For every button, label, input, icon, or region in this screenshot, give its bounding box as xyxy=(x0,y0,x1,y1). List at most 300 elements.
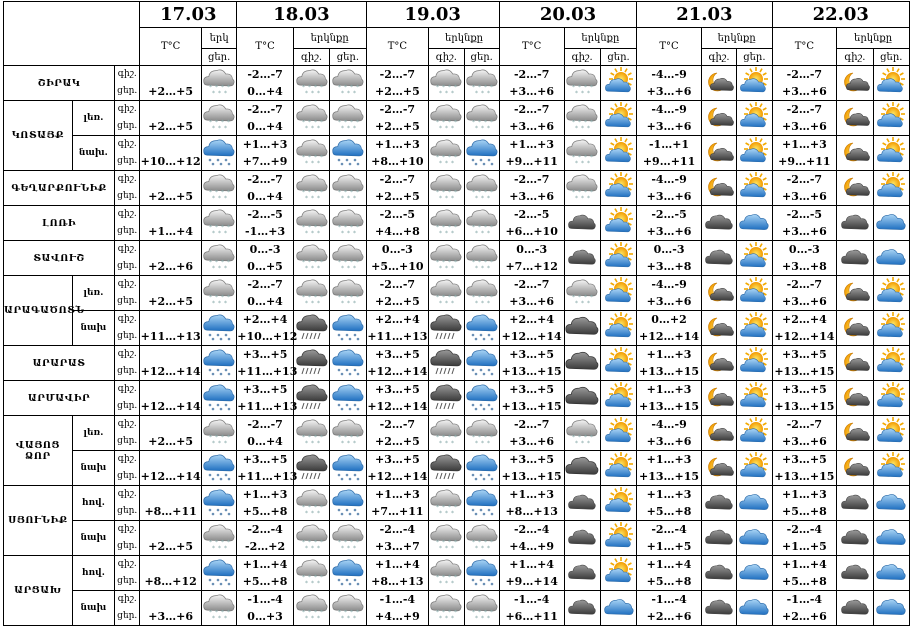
temp-range: -2…-5 +3…+6 xyxy=(772,206,837,241)
sky-day-cell xyxy=(873,206,909,241)
temp-range: +12…+14 xyxy=(140,346,202,381)
sky-night-cell xyxy=(429,521,464,556)
region-name: ԱՐՄԱՎԻՐ xyxy=(4,381,115,416)
temp-range: +3…+5 +13…+15 xyxy=(772,381,837,416)
night-day-label: գիշ. ցեր. xyxy=(115,521,140,556)
svg-text:*: * xyxy=(352,440,356,447)
svg-text:*: * xyxy=(340,230,344,237)
svg-text:*: * xyxy=(355,609,359,616)
svg-text:*: * xyxy=(581,90,585,97)
svg-text:*: * xyxy=(218,90,222,97)
moon-cloud-icon xyxy=(837,420,872,446)
night-day-label: գիշ. ցեր. xyxy=(115,486,140,521)
sky-night-cell xyxy=(564,486,600,521)
svg-text:*: * xyxy=(337,189,341,196)
sky-night-cell xyxy=(837,206,873,241)
moon-cloud-icon xyxy=(702,455,736,481)
svg-text:*: * xyxy=(578,294,582,301)
svg-text:*: * xyxy=(471,224,475,231)
svg-text:*: * xyxy=(477,119,481,126)
svg-text:*: * xyxy=(319,574,323,581)
sun-cloud-icon xyxy=(601,525,636,551)
sky-night-cell xyxy=(293,206,329,241)
cloud-snow-icon xyxy=(202,525,236,551)
svg-text:*: * xyxy=(301,259,305,266)
svg-text:*: * xyxy=(355,119,359,126)
svg-text:*: * xyxy=(316,300,320,307)
cloud-snow-icon xyxy=(294,105,329,131)
sun-cloud-icon xyxy=(874,315,909,341)
cloud-snow-icon xyxy=(202,280,236,306)
svg-text:*: * xyxy=(471,84,475,91)
temp-range: +3…+5 +12…+14 xyxy=(366,346,429,381)
svg-text:*: * xyxy=(486,195,490,202)
svg-text:*: * xyxy=(445,90,449,97)
svg-text:*: * xyxy=(483,224,487,231)
sky-day-cell xyxy=(464,101,499,136)
temp-range: -2…-4 -2…+2 xyxy=(237,521,294,556)
sky-night-cell xyxy=(293,416,329,451)
sky-night-cell xyxy=(701,416,736,451)
svg-text:*: * xyxy=(575,90,579,97)
svg-text:*: * xyxy=(310,300,314,307)
sky-night-cell xyxy=(429,206,464,241)
svg-text:*: * xyxy=(340,615,344,622)
sky-night-cell xyxy=(293,346,329,381)
svg-text:*: * xyxy=(310,195,314,202)
svg-text:*: * xyxy=(439,90,443,97)
svg-text:*: * xyxy=(313,574,317,581)
sky-night-cell xyxy=(293,556,329,591)
sky-day-cell xyxy=(873,556,909,591)
svg-text:*: * xyxy=(474,545,478,552)
svg-text:*: * xyxy=(489,224,493,231)
cloud-rain-icon xyxy=(330,560,365,586)
sky-day-cell xyxy=(464,381,499,416)
blue-cloud-icon xyxy=(874,560,909,586)
svg-text:*: * xyxy=(340,90,344,97)
sky-night-cell xyxy=(701,521,736,556)
cloud-snow-icon xyxy=(465,525,499,551)
temp-range: +12…+14 xyxy=(140,451,202,486)
svg-text:*: * xyxy=(304,300,308,307)
cloud-snow-icon xyxy=(429,560,463,586)
sky-night-cell xyxy=(429,486,464,521)
moon-cloud-icon xyxy=(702,175,736,201)
svg-text:*: * xyxy=(581,440,585,447)
cloud-rain-icon xyxy=(330,385,365,411)
sky-day-cell xyxy=(737,591,772,626)
svg-text:*: * xyxy=(313,504,317,511)
sky-night-cell xyxy=(293,381,329,416)
svg-text:*: * xyxy=(227,259,231,266)
svg-text:*: * xyxy=(480,300,484,307)
svg-text:*: * xyxy=(209,294,213,301)
svg-text:*: * xyxy=(451,545,455,552)
moon-cloud-icon xyxy=(702,420,736,446)
sky-night-cell xyxy=(293,486,329,521)
svg-text:*: * xyxy=(218,545,222,552)
table-row xyxy=(4,486,910,521)
subregion-name: լեռ. xyxy=(72,101,114,136)
sky-cell xyxy=(201,381,236,416)
svg-text:*: * xyxy=(301,609,305,616)
svg-text:*: * xyxy=(227,84,231,91)
sky-night-cell xyxy=(429,241,464,276)
table-row xyxy=(4,276,910,311)
svg-text:*: * xyxy=(337,119,341,126)
sky-night-cell xyxy=(701,206,736,241)
cloud-snow-icon xyxy=(202,175,236,201)
cloud-icon xyxy=(565,525,600,551)
sky-night-cell xyxy=(293,311,329,346)
sky-day-cell xyxy=(873,451,909,486)
sky-day-cell xyxy=(330,381,366,416)
svg-text:*: * xyxy=(215,224,219,231)
sky-night-cell xyxy=(837,381,873,416)
svg-text:*: * xyxy=(337,224,341,231)
svg-text:*: * xyxy=(304,125,308,132)
svg-text:*: * xyxy=(313,189,317,196)
svg-text:*: * xyxy=(301,84,305,91)
svg-text:*: * xyxy=(590,154,594,161)
sky-night-cell xyxy=(701,486,736,521)
sky-day-cell xyxy=(737,206,772,241)
svg-text:*: * xyxy=(451,90,455,97)
sky-night-cell xyxy=(564,311,600,346)
svg-text:*: * xyxy=(477,189,481,196)
svg-text:*: * xyxy=(439,510,443,517)
svg-text:*: * xyxy=(436,224,440,231)
night-day-label: գիշ. ցեր. xyxy=(115,206,140,241)
svg-text:*: * xyxy=(445,125,449,132)
dark-rain-icon xyxy=(429,455,463,481)
sky-day-cell xyxy=(873,381,909,416)
temp-range: -4…-9 +3…+6 xyxy=(637,101,702,136)
svg-text:*: * xyxy=(581,160,585,167)
sun-cloud-icon xyxy=(874,420,909,446)
table-row xyxy=(4,591,910,626)
sky-day-cell xyxy=(600,521,636,556)
sky-day-cell xyxy=(873,171,909,206)
sky-cell xyxy=(201,66,236,101)
sky-night-cell xyxy=(293,276,329,311)
svg-text:*: * xyxy=(343,189,347,196)
svg-text:*: * xyxy=(215,294,219,301)
svg-text:*: * xyxy=(486,440,490,447)
svg-text:*: * xyxy=(436,84,440,91)
sky-night-cell xyxy=(564,241,600,276)
temp-range: +1…+4 +5…+8 xyxy=(637,556,702,591)
blue-cloud-icon xyxy=(737,560,771,586)
cloud-snow-icon xyxy=(565,280,600,306)
temp-range: +3…+5 +13…+15 xyxy=(772,451,837,486)
svg-text:*: * xyxy=(584,154,588,161)
svg-text:*: * xyxy=(448,539,452,546)
night-day-label: գիշ. ցեր. xyxy=(115,276,140,311)
svg-text:*: * xyxy=(349,539,353,546)
svg-text:*: * xyxy=(212,440,216,447)
sky-night-cell xyxy=(837,521,873,556)
svg-text:*: * xyxy=(310,230,314,237)
svg-text:*: * xyxy=(445,195,449,202)
sky-night-cell xyxy=(429,591,464,626)
svg-text:*: * xyxy=(307,504,311,511)
temp-range: -2…-4 +1…+5 xyxy=(637,521,702,556)
sky-night-cell xyxy=(429,346,464,381)
dark-cloud-icon xyxy=(565,455,600,481)
temp-range: +8…+11 xyxy=(140,486,202,521)
svg-text:*: * xyxy=(448,434,452,441)
temp-range: +3…+5 +12…+14 xyxy=(366,451,429,486)
svg-text:*: * xyxy=(346,90,350,97)
region-name: ԼՈՌԻ xyxy=(4,206,115,241)
temp-range: +2…+4 +10…+12 xyxy=(237,311,294,346)
svg-text:*: * xyxy=(454,294,458,301)
cloud-icon xyxy=(565,560,600,586)
svg-text:*: * xyxy=(451,300,455,307)
sky-cell xyxy=(201,346,236,381)
temp-range: +1…+3 +9…+11 xyxy=(499,136,564,171)
night-subheader: գիշ. xyxy=(293,49,329,66)
sky-day-cell xyxy=(330,136,366,171)
sky-day-cell xyxy=(464,521,499,556)
sky-night-cell xyxy=(429,311,464,346)
date-header: 22.03 xyxy=(772,2,909,28)
svg-text:*: * xyxy=(313,609,317,616)
table-row xyxy=(4,206,910,241)
svg-text:*: * xyxy=(218,300,222,307)
sky-day-cell xyxy=(330,241,366,276)
svg-text:*: * xyxy=(209,224,213,231)
cloud-snow-icon xyxy=(294,245,329,271)
sky-day-cell xyxy=(330,416,366,451)
temp-range: +2…+4 +11…+13 xyxy=(366,311,429,346)
temp-range: -2…-7 +3…+6 xyxy=(499,101,564,136)
day-subheader: ցեր. xyxy=(330,49,366,66)
cloud-rain-icon xyxy=(465,490,499,516)
svg-text:*: * xyxy=(221,259,225,266)
blue-cloud-icon xyxy=(874,245,909,271)
temp-range: +1…+4 xyxy=(140,206,202,241)
svg-text:*: * xyxy=(442,434,446,441)
corner-cell xyxy=(4,2,140,66)
sun-cloud-icon xyxy=(874,350,909,376)
svg-text:*: * xyxy=(316,265,320,272)
temp-range: +3…+5 +11…+13 xyxy=(237,381,294,416)
subregion-name: լեռ. xyxy=(72,276,114,311)
table-row xyxy=(4,171,910,206)
svg-text:*: * xyxy=(471,609,475,616)
date-header: 18.03 xyxy=(237,2,366,28)
svg-text:*: * xyxy=(474,265,478,272)
temp-range: -2…-7 0…+4 xyxy=(237,276,294,311)
svg-text:*: * xyxy=(319,84,323,91)
svg-text:*: * xyxy=(316,230,320,237)
svg-text:*: * xyxy=(316,545,320,552)
svg-text:*: * xyxy=(454,84,458,91)
sky-day-cell xyxy=(464,556,499,591)
temp-range: -2…-7 +3…+6 xyxy=(772,276,837,311)
sky-day-cell xyxy=(737,416,772,451)
sky-day-cell xyxy=(873,101,909,136)
svg-text:*: * xyxy=(474,195,478,202)
sky-night-cell xyxy=(293,591,329,626)
night-subheader: գիշ. xyxy=(564,49,600,66)
sky-day-cell xyxy=(873,311,909,346)
dark-rain-icon xyxy=(429,385,463,411)
sun-cloud-icon xyxy=(601,175,636,201)
cloud-icon xyxy=(565,210,600,236)
cloud-snow-icon xyxy=(330,70,365,96)
svg-text:*: * xyxy=(486,265,490,272)
night-day-label: գիշ. ցեր. xyxy=(115,416,140,451)
moon-cloud-icon xyxy=(837,350,872,376)
sky-night-cell xyxy=(837,101,873,136)
svg-text:*: * xyxy=(442,259,446,266)
cloud-snow-icon xyxy=(330,525,365,551)
dark-cloud-icon xyxy=(565,385,600,411)
blue-cloud-icon xyxy=(874,210,909,236)
sky-day-cell xyxy=(464,311,499,346)
svg-text:*: * xyxy=(227,609,231,616)
svg-text:*: * xyxy=(340,195,344,202)
temp-range: -2…-7 +3…+6 xyxy=(499,66,564,101)
svg-text:*: * xyxy=(489,434,493,441)
subregion-name: նախ xyxy=(72,521,114,556)
svg-text:*: * xyxy=(442,189,446,196)
svg-text:*: * xyxy=(352,265,356,272)
moon-cloud-icon xyxy=(702,105,736,131)
night-day-label: գիշ. ցեր. xyxy=(115,381,140,416)
svg-text:*: * xyxy=(218,265,222,272)
cloud-snow-icon xyxy=(465,280,499,306)
temp-range: -2…-4 +1…+5 xyxy=(772,521,837,556)
subregion-name: հով. xyxy=(72,486,114,521)
moon-cloud-icon xyxy=(702,140,736,166)
svg-text:*: * xyxy=(572,119,576,126)
svg-text:*: * xyxy=(224,545,228,552)
temp-range: +3…+5 +13…+15 xyxy=(499,346,564,381)
svg-text:*: * xyxy=(319,609,323,616)
temp-range: -2…-5 +3…+6 xyxy=(637,206,702,241)
cloud-rain-icon xyxy=(330,140,365,166)
sky-day-cell xyxy=(737,346,772,381)
sky-day-cell xyxy=(600,346,636,381)
svg-text:*: * xyxy=(346,195,350,202)
sky-day-cell xyxy=(873,416,909,451)
svg-text:*: * xyxy=(337,84,341,91)
svg-text:*: * xyxy=(578,119,582,126)
temp-range: -2…-7 +3…+6 xyxy=(772,171,837,206)
region-name: ԳԵՂԱՐՔՈՒՆԻՔ xyxy=(4,171,115,206)
cloud-snow-icon xyxy=(330,210,365,236)
svg-text:*: * xyxy=(319,259,323,266)
svg-text:*: * xyxy=(442,119,446,126)
svg-text:*: * xyxy=(307,189,311,196)
svg-text:*: * xyxy=(343,434,347,441)
sky-day-cell xyxy=(464,416,499,451)
dark-rain-icon xyxy=(429,315,463,341)
temp-range: -2…-7 0…+4 xyxy=(237,171,294,206)
svg-text:*: * xyxy=(442,574,446,581)
svg-text:*: * xyxy=(578,84,582,91)
sun-cloud-icon xyxy=(874,280,909,306)
dark-rain-icon xyxy=(294,455,329,481)
svg-text:*: * xyxy=(454,189,458,196)
night-day-label: գիշ. ցեր. xyxy=(115,136,140,171)
svg-text:*: * xyxy=(304,195,308,202)
cloud-rain-icon xyxy=(202,490,236,516)
sky-cell xyxy=(201,556,236,591)
svg-text:*: * xyxy=(451,195,455,202)
cloud-rain-icon xyxy=(465,385,499,411)
temp-range: +3…+6 xyxy=(140,591,202,626)
svg-text:*: * xyxy=(227,224,231,231)
temp-range: -2…-7 0…+4 xyxy=(237,416,294,451)
cloud-rain-icon xyxy=(330,350,365,376)
svg-text:*: * xyxy=(209,539,213,546)
svg-text:*: * xyxy=(477,609,481,616)
cloud-icon xyxy=(702,210,736,236)
moon-cloud-icon xyxy=(837,455,872,481)
cloud-icon xyxy=(837,560,872,586)
subregion-name: նախ. xyxy=(72,136,114,171)
blue-cloud-icon xyxy=(737,595,771,621)
svg-text:*: * xyxy=(304,90,308,97)
sky-night-cell xyxy=(293,136,329,171)
sky-cell xyxy=(201,311,236,346)
svg-text:*: * xyxy=(221,294,225,301)
temp-range: -2…-7 +2…+5 xyxy=(366,276,429,311)
svg-text:*: * xyxy=(581,300,585,307)
sky-night-cell xyxy=(429,556,464,591)
sun-cloud-icon xyxy=(601,490,636,516)
svg-text:*: * xyxy=(221,224,225,231)
svg-text:*: * xyxy=(337,539,341,546)
svg-text:*: * xyxy=(587,300,591,307)
sky-day-cell xyxy=(464,241,499,276)
sun-cloud-icon xyxy=(601,140,636,166)
night-day-label: գիշ. ցեր. xyxy=(115,346,140,381)
svg-text:*: * xyxy=(436,119,440,126)
svg-text:*: * xyxy=(448,259,452,266)
svg-text:*: * xyxy=(301,539,305,546)
sky-day-cell xyxy=(600,276,636,311)
svg-text:*: * xyxy=(307,154,311,161)
day-subheader: ցեր. xyxy=(873,49,909,66)
cloud-rain-icon xyxy=(465,350,499,376)
svg-text:*: * xyxy=(301,119,305,126)
svg-text:*: * xyxy=(307,434,311,441)
svg-text:*: * xyxy=(319,119,323,126)
svg-text:*: * xyxy=(221,434,225,441)
svg-text:*: * xyxy=(218,195,222,202)
svg-text:*: * xyxy=(313,224,317,231)
cloud-snow-icon xyxy=(465,175,499,201)
svg-text:*: * xyxy=(346,125,350,132)
cloud-icon xyxy=(837,490,872,516)
cloud-rain-icon xyxy=(330,490,365,516)
cloud-rain-icon xyxy=(330,315,365,341)
temp-range: -2…-7 +3…+6 xyxy=(772,66,837,101)
svg-text:*: * xyxy=(451,440,455,447)
svg-text:*: * xyxy=(436,434,440,441)
moon-cloud-icon xyxy=(837,175,872,201)
blue-cloud-icon xyxy=(601,595,636,621)
table-row xyxy=(4,241,910,276)
svg-text:*: * xyxy=(337,294,341,301)
